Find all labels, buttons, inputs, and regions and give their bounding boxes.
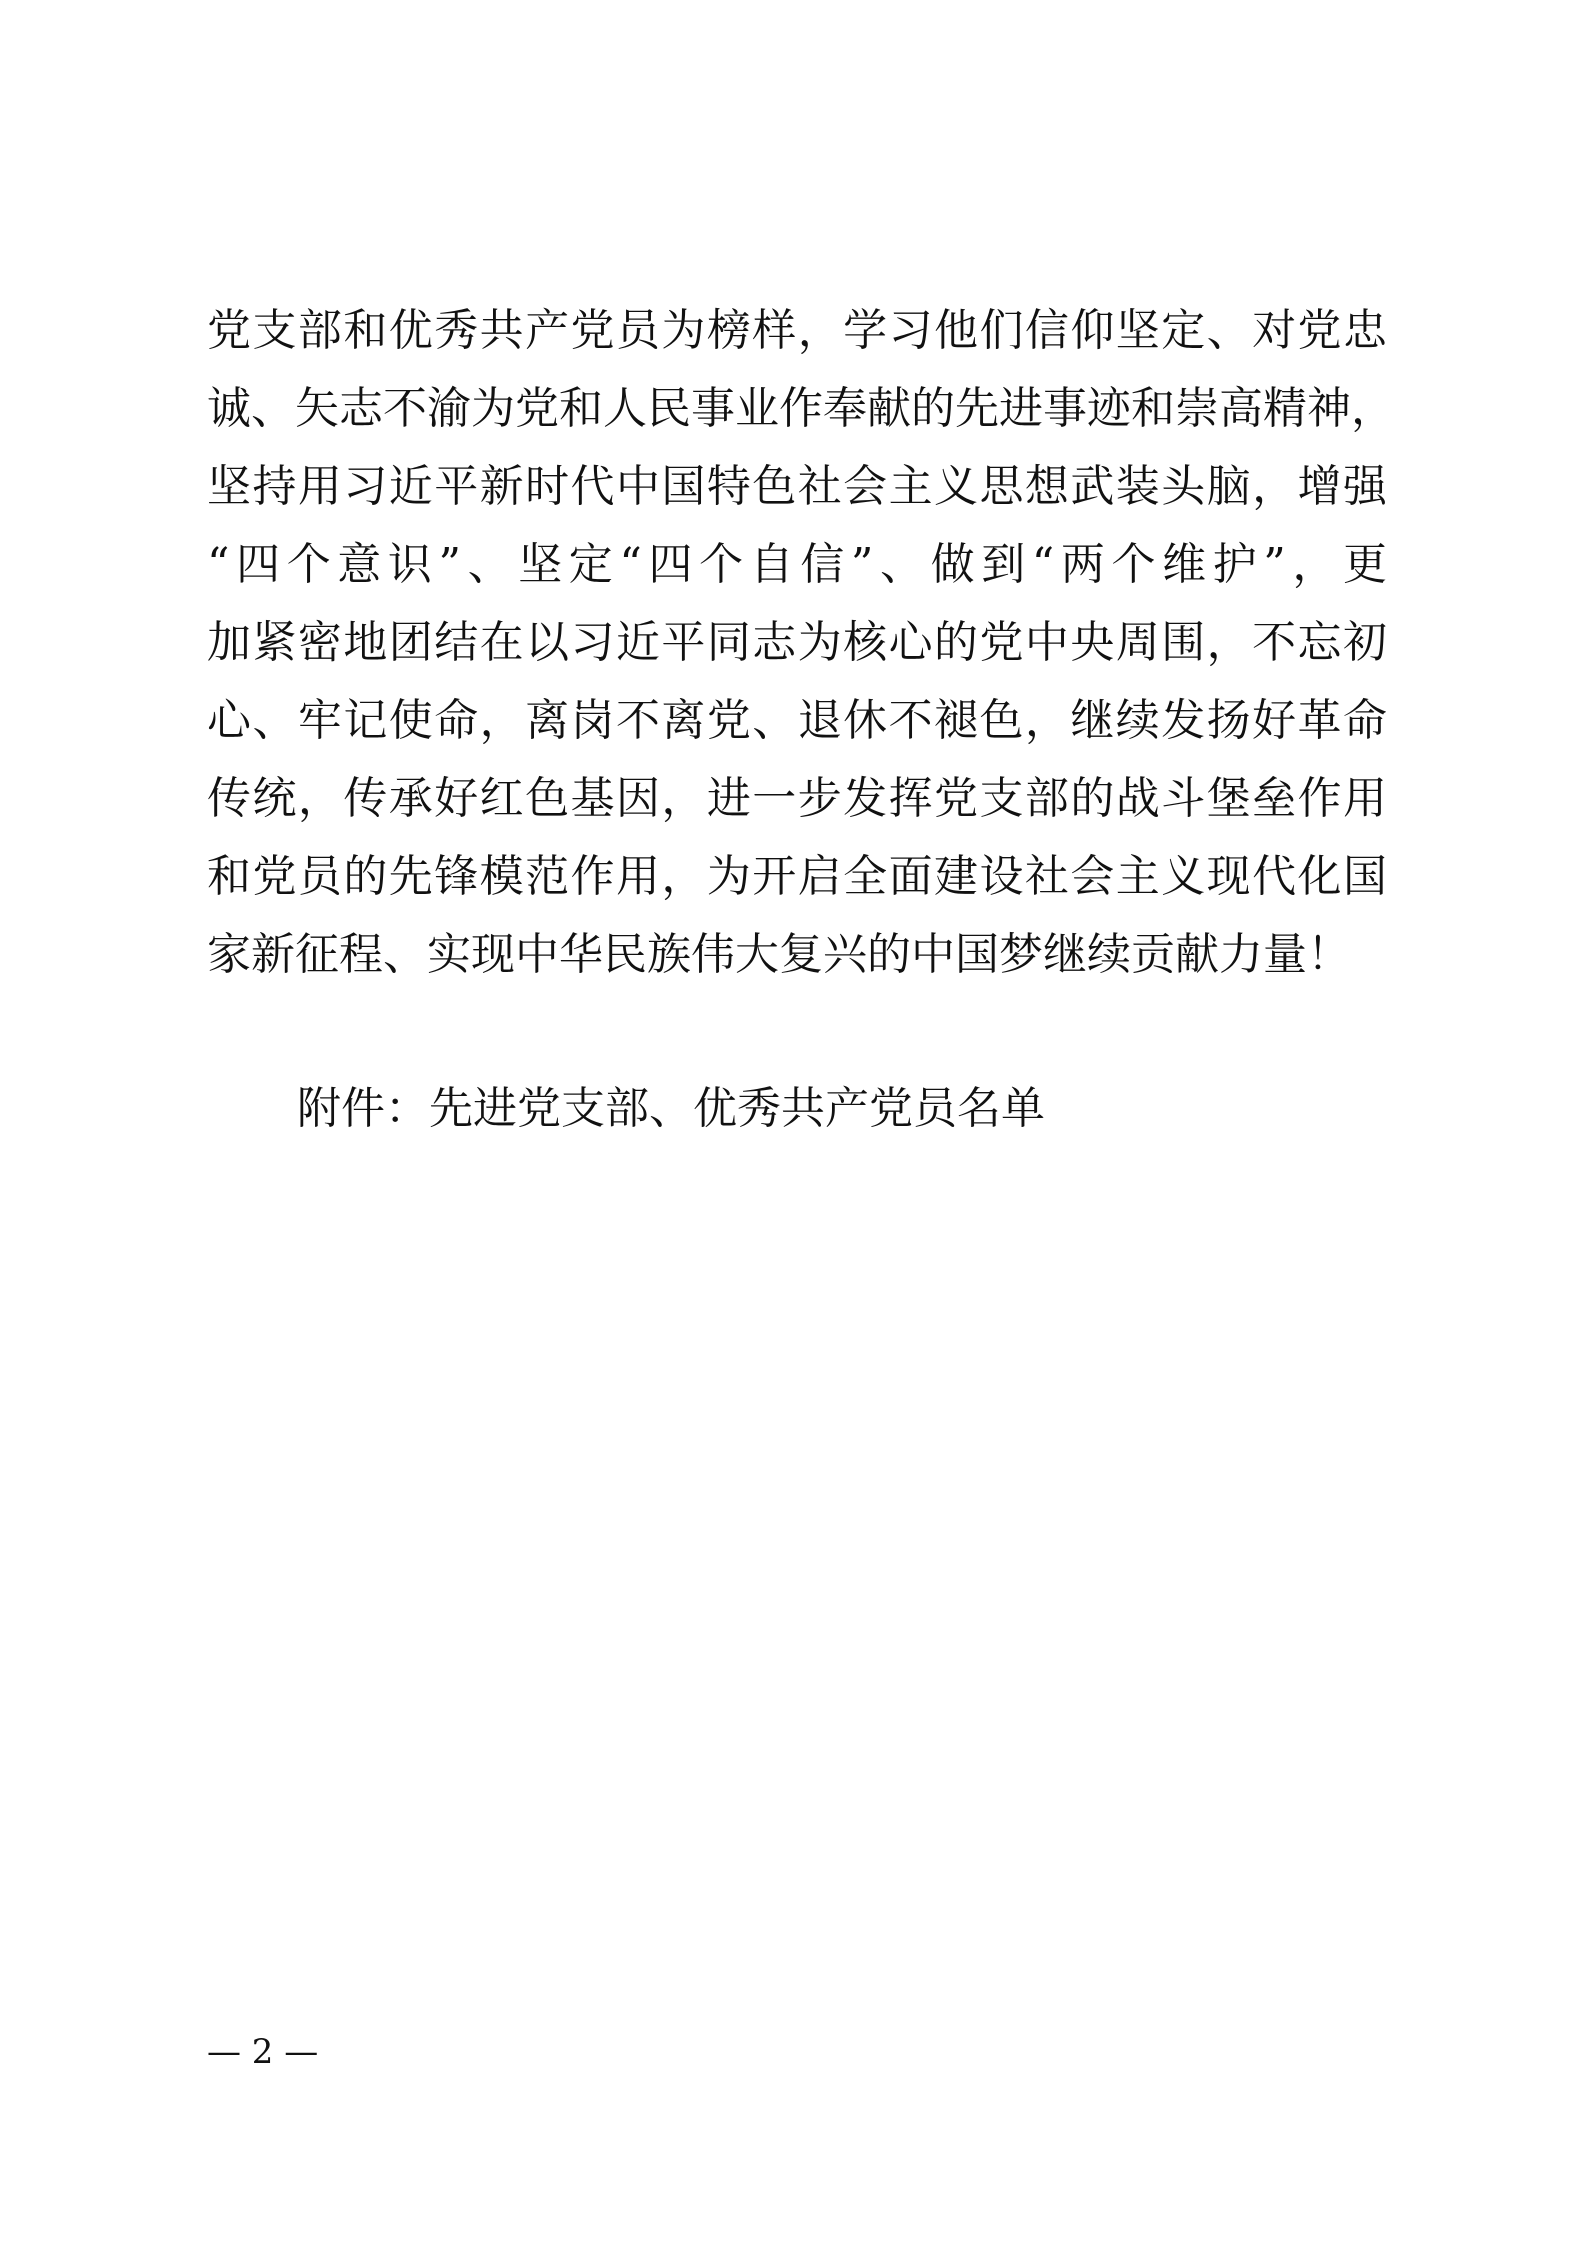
paragraph-line: 家新征程、实现中华民族伟大复兴的中国梦继续贡献力量！	[207, 929, 1351, 980]
paragraph-line: “四个意识”、坚定“四个自信”、做到“两个维护”，更	[207, 539, 1387, 590]
paragraph-line: 坚持用习近平新时代中国特色社会主义思想武装头脑，增强	[207, 461, 1387, 512]
paragraph-line: 加紧密地团结在以习近平同志为核心的党中央周围，不忘初	[207, 617, 1387, 668]
paragraph-line: 心、牢记使命，离岗不离党、退休不褪色，继续发扬好革命	[207, 695, 1387, 746]
paragraph-line: 传统，传承好红色基因，进一步发挥党支部的战斗堡垒作用	[207, 773, 1387, 824]
paragraph-line: 党支部和优秀共产党员为榜样，学习他们信仰坚定、对党忠	[207, 305, 1387, 356]
body-paragraph	[207, 292, 1395, 994]
paragraph-line: 和党员的先锋模范作用，为开启全面建设社会主义现代化国	[207, 851, 1387, 902]
attachment-note: 附件：先进党支部、优秀共产党员名单	[297, 1083, 1045, 1134]
paragraph-line: 诚、矢志不渝为党和人民事业作奉献的先进事迹和崇高精神，	[207, 383, 1395, 434]
page-number: — 2 —	[207, 2032, 319, 2072]
